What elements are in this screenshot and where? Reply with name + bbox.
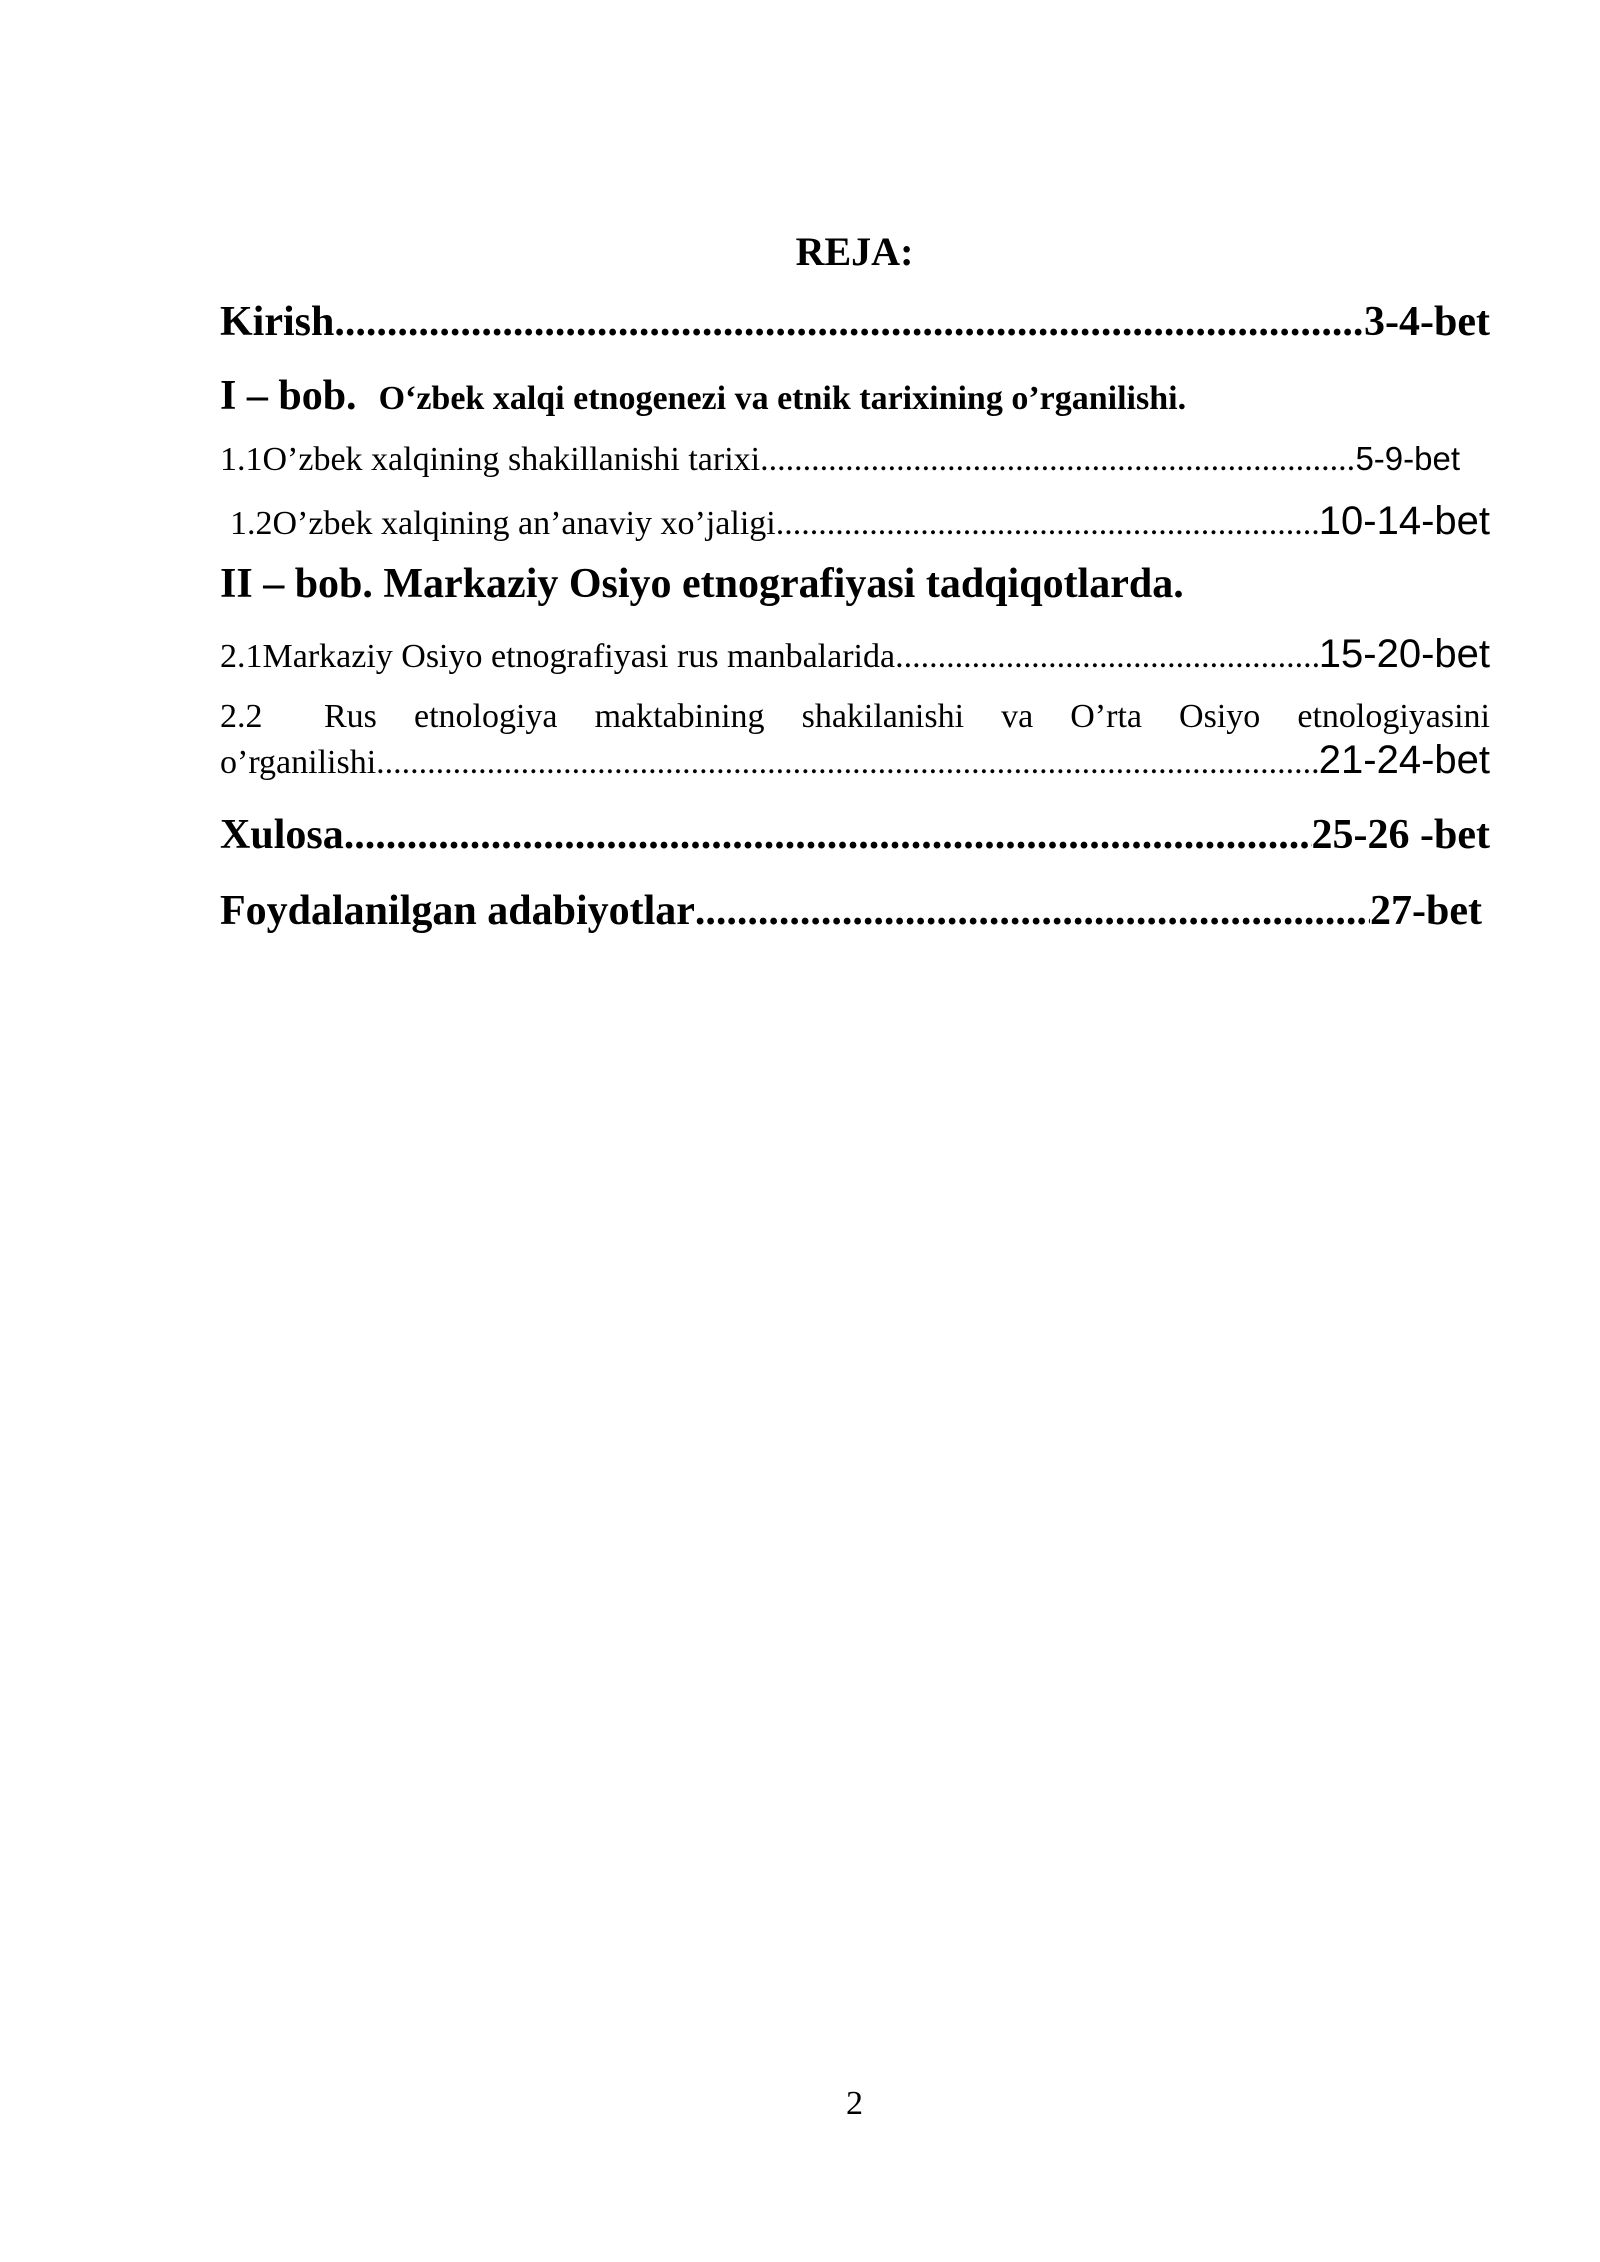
- chapter-title: O‘zbek xalqi etnogenezi va etnik tarixining o’rganilishi.: [378, 380, 1187, 417]
- toc-entry-label: Kirish: [220, 299, 335, 345]
- toc-entry-label-line-2: [220, 738, 1490, 783]
- page-title: REJA:: [795, 229, 914, 274]
- toc-section-2-1: [220, 632, 1490, 677]
- section-number: 1.1: [220, 441, 263, 478]
- section-number: 2.1: [220, 638, 263, 675]
- dot-leader: [760, 441, 1355, 479]
- toc-entry-label: O’zbek xalqining shakillanishi tarixi: [262, 441, 761, 478]
- page-number: 2: [846, 2085, 863, 2122]
- dot-leader: [895, 638, 1319, 676]
- toc-entry-label: Foydalanilgan adabiyotlar: [220, 887, 695, 934]
- toc-entry-label: Markaziy Osiyo etnografiyasi rus manbalarida: [262, 638, 896, 675]
- toc-entry-page: 5-9-bet: [1355, 440, 1460, 477]
- toc-entry-label-continued: o’rganilishi: [220, 743, 377, 781]
- toc-section-1-1: [220, 440, 1460, 479]
- toc-entry-kirish: [220, 298, 1490, 346]
- toc-entry-label-line-1: [220, 697, 1490, 738]
- dot-leader: [344, 811, 1312, 859]
- toc-entry-page: 3-4-bet: [1364, 299, 1490, 345]
- dot-leader: [776, 505, 1319, 543]
- section-number: 2.2: [220, 698, 263, 735]
- chapter-number: I – bob.: [220, 373, 357, 419]
- toc-entry-label: Xulosa: [220, 811, 344, 858]
- toc-section-1-2: [220, 499, 1490, 544]
- toc-entry-xulosa: [220, 811, 1490, 859]
- toc-entry-page: 25-26 -bet: [1311, 811, 1490, 858]
- toc-entry-page: 15-20-bet: [1318, 632, 1490, 676]
- toc-chapter-2: [220, 560, 1490, 608]
- toc-section-2-2: [220, 697, 1490, 783]
- toc-entry-page: 21-24-bet: [1318, 737, 1490, 782]
- toc-entry-page: 10-14-bet: [1318, 499, 1490, 543]
- toc-entry-label: Rus etnologiya maktabining shakilanishi va O’rta Osiyo etnologiyasini: [324, 698, 1490, 735]
- section-number: 1.2: [230, 505, 273, 542]
- toc-entry-adabiyotlar: [220, 887, 1482, 935]
- dot-leader: [376, 744, 1319, 782]
- table-of-contents: [220, 298, 1490, 935]
- dot-leader: [695, 887, 1370, 935]
- toc-entry-label: O’zbek xalqining an’anaviy xo’jaligi: [272, 505, 776, 542]
- dot-leader: [334, 298, 1364, 346]
- chapter-title: II – bob. Markaziy Osiyo etnografiyasi tadqiqotlarda.: [220, 561, 1184, 607]
- toc-entry-page: 27-bet: [1370, 887, 1482, 934]
- toc-chapter-1: [220, 372, 1490, 420]
